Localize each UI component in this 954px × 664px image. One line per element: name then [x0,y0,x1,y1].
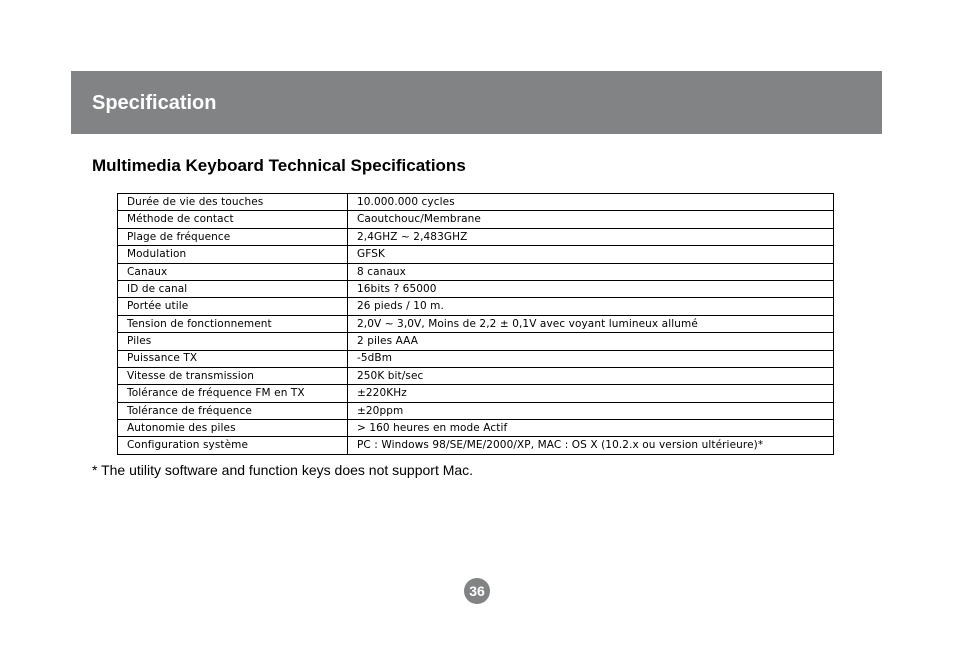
spec-label: Durée de vie des touches [118,194,348,211]
spec-label: ID de canal [118,280,348,297]
spec-label: Canaux [118,263,348,280]
spec-value: > 160 heures en mode Actif [348,420,834,437]
table-row [118,437,834,454]
page-number-badge [464,578,490,604]
spec-label: Piles [118,333,348,350]
spec-value: 16bits ? 65000 [348,280,834,297]
spec-value: 8 canaux [348,263,834,280]
table-row [118,263,834,280]
table-row [118,350,834,367]
spec-value: GFSK [348,246,834,263]
spec-value: -5dBm [348,350,834,367]
spec-label: Vitesse de transmission [118,367,348,384]
spec-label: Configuration système [118,437,348,454]
spec-label: Tension de fonctionnement [118,315,348,332]
table-row [118,402,834,419]
spec-label: Autonomie des piles [118,420,348,437]
page-title: Specification [92,92,217,114]
spec-value: 10.000.000 cycles [348,194,834,211]
spec-value: PC : Windows 98/SE/ME/2000/XP, MAC : OS X (10.2.x ou version ultérieure)* [348,437,834,454]
spec-label: Portée utile [118,298,348,315]
spec-value: 2,4GHZ ~ 2,483GHZ [348,228,834,245]
footnote: * The utility software and function keys does not support Mac. [92,462,474,478]
table-row [118,420,834,437]
table-row [118,315,834,332]
section-title: Multimedia Keyboard Technical Specifications [92,156,466,175]
page-number: 36 [469,583,485,599]
header-bar [71,71,882,134]
table-row [118,385,834,402]
spec-label: Tolérance de fréquence FM en TX [118,385,348,402]
table-row [118,246,834,263]
spec-table [117,193,834,455]
spec-label: Méthode de contact [118,211,348,228]
table-row [118,333,834,350]
table-row [118,211,834,228]
table-row [118,298,834,315]
table-row [118,194,834,211]
table-row [118,367,834,384]
spec-value: 2 piles AAA [348,333,834,350]
spec-value: 26 pieds / 10 m. [348,298,834,315]
spec-label: Puissance TX [118,350,348,367]
spec-value: ±220KHz [348,385,834,402]
spec-value: 2,0V ~ 3,0V, Moins de 2,2 ± 0,1V avec voyant lumineux allumé [348,315,834,332]
spec-label: Tolérance de fréquence [118,402,348,419]
spec-value: ±20ppm [348,402,834,419]
table-row [118,228,834,245]
table-row [118,280,834,297]
spec-label: Plage de fréquence [118,228,348,245]
spec-label: Modulation [118,246,348,263]
spec-value: Caoutchouc/Membrane [348,211,834,228]
spec-value: 250K bit/sec [348,367,834,384]
